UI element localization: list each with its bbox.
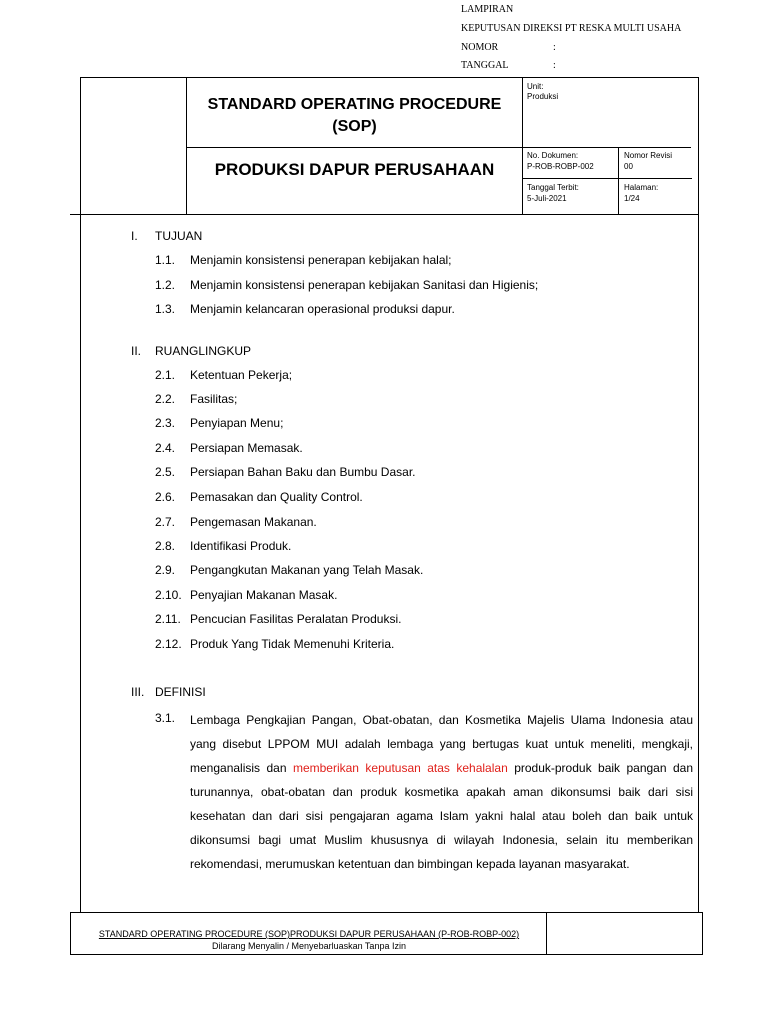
item-number: 1.2.: [155, 278, 176, 292]
sop-title-line1: STANDARD OPERATING PROCEDURE: [207, 96, 502, 113]
definition-paragraph: [190, 708, 693, 876]
section-title: TUJUAN: [155, 229, 203, 243]
list-item: [0, 612, 768, 628]
list-item: [0, 539, 768, 555]
item-text: Pengangkutan Makanan yang Telah Masak.: [190, 563, 424, 577]
section-number: II.: [131, 344, 142, 358]
item-number: 2.12.: [155, 637, 182, 651]
list-item: [0, 490, 768, 506]
section-number: I.: [131, 229, 138, 243]
item-number: 3.1.: [155, 711, 176, 725]
section-title: DEFINISI: [155, 685, 206, 699]
item-number: 2.11.: [155, 612, 181, 626]
item-text: Fasilitas;: [190, 392, 238, 406]
item-text: Ketentuan Pekerja;: [190, 368, 293, 382]
item-text: Penyajian Makanan Masak.: [190, 588, 338, 602]
item-number: 2.4.: [155, 441, 176, 455]
definition-text-before: Lembaga Pengkajian Pangan, Obat-obatan, dan Kosmetika Majelis Ulama Indonesia atau yang disebut LPPOM MUI adalah lembaga yang bertugas kuat untuk meneliti, mengkaji, menganalisis dan: [190, 713, 693, 775]
footer-notice: Dilarang Menyalin / Menyebarluaskan Tanpa Izin: [212, 941, 406, 951]
sop-title-line2: (SOP): [332, 118, 377, 135]
section-number: III.: [131, 685, 145, 699]
lampiran-tanggal-label: TANGGAL: [461, 60, 509, 71]
item-number: 2.9.: [155, 563, 176, 577]
list-item: [0, 392, 768, 408]
list-item: [0, 588, 768, 604]
unit-label: Unit:: [527, 82, 544, 91]
definition-text-after: produk-produk baik pangan dan turunannya, obat-obatan dan produk kosmetika apakah aman dikonsumsi baik dari sisi kesehatan dan dari sisi pengajaran agama Islam yakni halal atau boleh dan baik untuk dikonsumsi bagi umat Muslim khususnya di wilayah Indonesia, selain itu memberikan rekomendasi, merumuskan ketentuan dan bimbingan kepada layanan masyarakat.: [190, 761, 693, 871]
item-number: 2.6.: [155, 490, 176, 504]
lampiran-nomor-colon: :: [553, 42, 556, 53]
item-text: Menjamin konsistensi penerapan kebijakan halal;: [190, 253, 452, 267]
list-item: [0, 563, 768, 579]
item-text: Menjamin konsistensi penerapan kebijakan Sanitasi dan Higienis;: [190, 278, 539, 292]
doc-number-value: P-ROB-ROBP-002: [527, 162, 594, 171]
item-text: Persiapan Bahan Baku dan Bumbu Dasar.: [190, 465, 416, 479]
list-item: [0, 302, 768, 318]
lampiran-title: LAMPIRAN: [461, 4, 514, 15]
page-label: Halaman:: [624, 183, 659, 192]
list-item: [0, 416, 768, 432]
item-text: Produk Yang Tidak Memenuhi Kriteria.: [190, 637, 395, 651]
item-text: Pencucian Fasilitas Peralatan Produksi.: [190, 612, 402, 626]
item-text: Pemasakan dan Quality Control.: [190, 490, 363, 504]
lampiran-decree: KEPUTUSAN DIREKSI PT RESKA MULTI USAHA: [461, 23, 682, 34]
item-number: 1.1.: [155, 253, 176, 267]
list-item: [0, 368, 768, 384]
item-number: 1.3.: [155, 302, 176, 316]
list-item: [0, 515, 768, 531]
issue-date-value: 5-Juli-2021: [527, 194, 567, 203]
item-text: Persiapan Memasak.: [190, 441, 303, 455]
item-number: 2.2.: [155, 392, 176, 406]
unit-value: Produksi: [527, 92, 559, 101]
item-number: 2.3.: [155, 416, 176, 430]
list-item: [0, 278, 768, 294]
definition-highlight: memberikan keputusan atas kehalalan: [292, 761, 508, 775]
revision-value: 00: [624, 162, 633, 171]
item-text: Penyiapan Menu;: [190, 416, 284, 430]
section-title: RUANGLINGKUP: [155, 344, 252, 358]
item-number: 2.1.: [155, 368, 176, 382]
sop-subtitle: PRODUKSI DAPUR PERUSAHAAN: [214, 160, 495, 179]
page-value: 1/24: [624, 194, 640, 203]
item-text: Pengemasan Makanan.: [190, 515, 317, 529]
item-number: 2.8.: [155, 539, 176, 553]
issue-date-label: Tanggal Terbit:: [527, 183, 579, 192]
item-number: 2.10.: [155, 588, 182, 602]
item-number: 2.5.: [155, 465, 176, 479]
lampiran-nomor-label: NOMOR: [461, 42, 499, 53]
revision-label: Nomor Revisi: [624, 151, 673, 160]
footer-title: STANDARD OPERATING PROCEDURE (SOP)PRODUKSI DAPUR PERUSAHAAN (P-ROB-ROBP-002): [98, 929, 520, 939]
list-item: [0, 441, 768, 457]
doc-number-label: No. Dokumen:: [527, 151, 579, 160]
lampiran-tanggal-colon: :: [553, 60, 556, 71]
list-item: [0, 253, 768, 269]
list-item: [0, 637, 768, 653]
item-number: 2.7.: [155, 515, 176, 529]
list-item: [0, 465, 768, 481]
sop-title: [187, 94, 522, 138]
item-text: Menjamin kelancaran operasional produksi dapur.: [190, 302, 455, 316]
item-text: Identifikasi Produk.: [190, 539, 292, 553]
